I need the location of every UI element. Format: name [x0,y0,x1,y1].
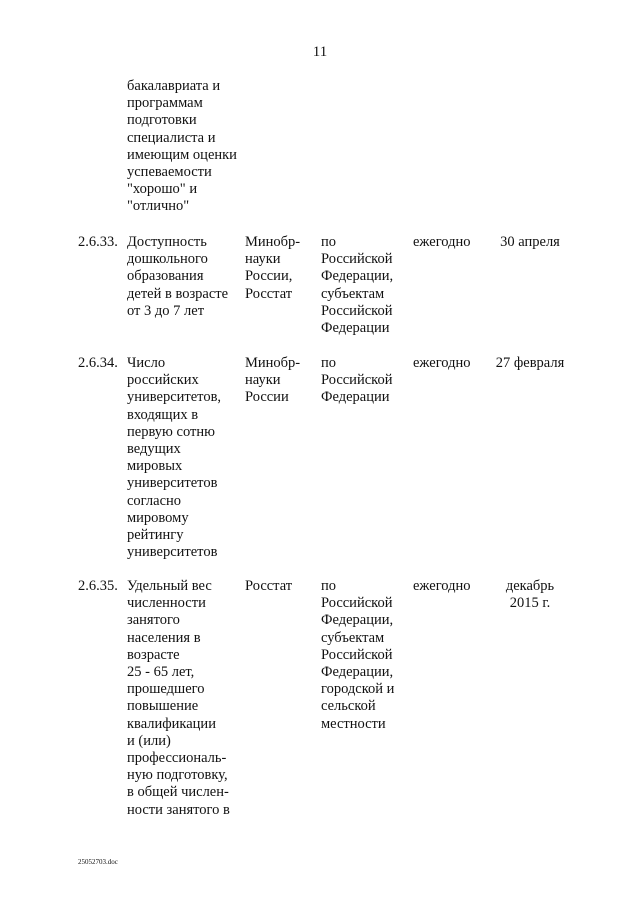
frequency: ежегодно [413,578,471,594]
deadline: декабрь 2015 г. [505,578,555,612]
indicator-name: Число российских университетов, входящих в первую сотню ведущих мировых университетов согласно мировому рейтингу университетов [127,355,222,561]
breakdown-level: по Российской Федерации [321,355,393,406]
deadline: 30 апреля [500,234,560,250]
breakdown-level: по Российской Федерации, субъектам Российской Федерации [321,234,394,337]
row-number: 2.6.33. [78,234,118,250]
continuation-indicator-text: бакалавриата и программам подготовки специалиста и имеющим оценки успеваемости "хорошо" и "отлично" [127,78,237,215]
footer-file-name: 25052703.doc [78,858,118,866]
deadline: 27 февраля [495,355,565,371]
responsible-agency: Росстат [245,578,293,594]
row-number: 2.6.34. [78,355,118,371]
frequency: ежегодно [413,234,471,250]
responsible-agency: Минобр- науки России, Росстат [245,234,301,302]
responsible-agency: Минобр- науки России [245,355,301,406]
row-number: 2.6.35. [78,578,118,594]
frequency: ежегодно [413,355,471,371]
indicator-name: Удельный вес численности занятого населения в возрасте 25 - 65 лет, прошедшего повышение квалификации и (или) профессиональ- ную подготовку, в общей числен- ности занятого в [127,578,230,818]
indicator-name: Доступность дошкольного образования детей в возрасте от 3 до 7 лет [127,234,229,319]
breakdown-level: по Российской Федерации, субъектам Российской Федерации, городской и сельской местности [321,578,395,732]
page-number: 11 [312,44,328,60]
